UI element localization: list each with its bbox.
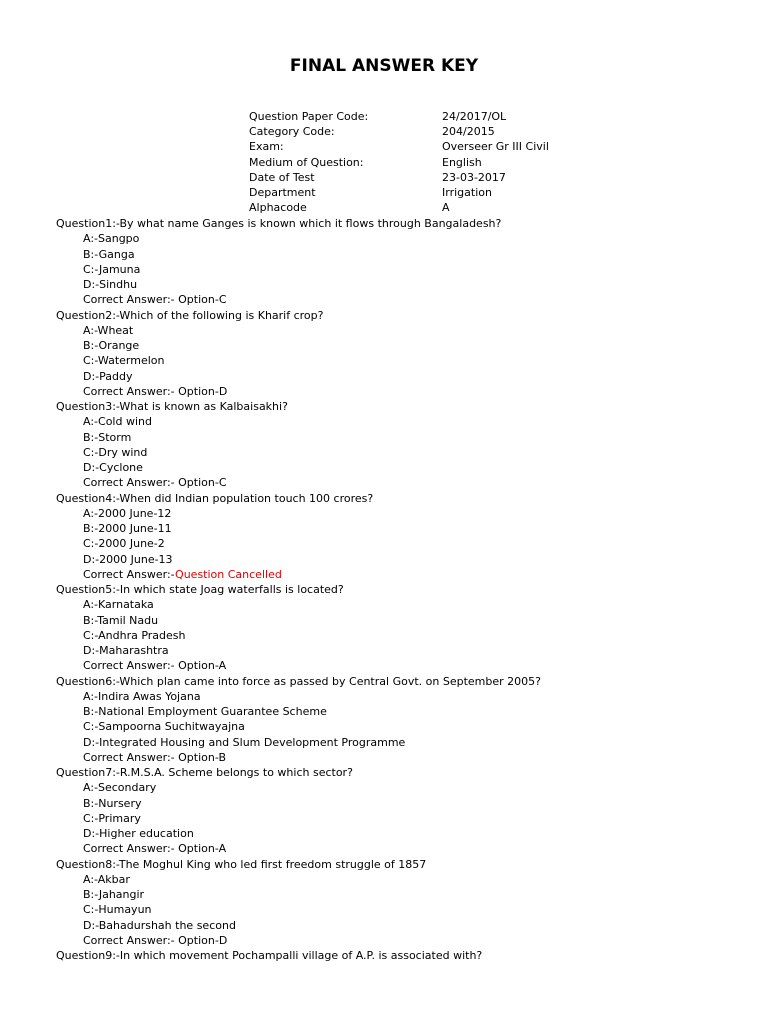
meta-value: A [442,201,450,215]
meta-label: Medium of Question: [249,155,364,169]
option-c: C:-Humayun [83,903,152,917]
option-c: C:-Andhra Pradesh [83,628,186,642]
option-a: A:-Secondary [83,781,157,795]
correct-answer-label: Correct Answer:- [83,659,175,673]
option-d: D:-Paddy [83,369,133,383]
correct-answer-value: Option-D [174,933,228,947]
option-b: B:-Nursery [83,796,142,810]
question-text: Question8:-The Moghul King who led first freedom struggle of 1857 [56,857,427,871]
meta-value: Overseer Gr III Civil [442,140,549,154]
correct-answer [56,567,756,582]
correct-answer [56,841,756,856]
option-a: A:-Wheat [83,323,134,337]
option-c: C:-Watermelon [83,354,165,368]
meta-label: Date of Test [249,170,315,184]
option-c: C:-Primary [83,811,141,825]
option-a: A:-Akbar [83,872,130,886]
meta-value: 23-03-2017 [442,170,506,184]
option-d: D:-2000 June-13 [83,552,173,566]
question-text: Question9:-In which movement Pochampalli village of A.P. is associated with? [56,949,483,962]
option-c: C:-Sampoorna Suchitwayajna [83,720,245,734]
option-d: D:-Integrated Housing and Slum Development Programme [83,735,406,749]
option-b: B:-Jahangir [83,888,145,901]
option-d: D:-Sindhu [83,278,138,291]
question-cancelled-label: Question Cancelled [175,567,282,581]
question-list [56,216,756,963]
correct-answer [56,292,756,307]
page-title: FINAL ANSWER KEY [289,56,479,76]
option-a: A:-Karnataka [83,598,154,612]
correct-answer-label: Correct Answer:- [83,293,175,307]
meta-label: Department [249,185,316,199]
option-a: A:-Indira Awas Yojana [83,689,201,703]
meta-label: Question Paper Code: [249,110,369,123]
correct-answer-label: Correct Answer:- [83,933,175,947]
correct-answer-value: Option-B [174,750,226,764]
question-text: Question5:-In which state Joag waterfalls is located? [56,583,344,596]
meta-value: 204/2015 [442,125,495,139]
question-text: Question6:-Which plan came into force as passed by Central Govt. on September 2005? [56,674,541,688]
correct-answer-value: Option-C [174,293,227,307]
option-d: D:-Maharashtra [83,644,169,657]
correct-answer-value: Option-C [174,476,227,490]
correct-answer [56,750,756,765]
option-b: B:-Ganga [83,247,135,261]
correct-answer-label: Correct Answer:- [83,750,175,764]
option-b: B:-Tamil Nadu [83,613,159,627]
correct-answer-label: Correct Answer:- [83,476,175,490]
meta-label: Alphacode [249,201,307,215]
correct-answer [56,933,756,948]
option-c: C:-2000 June-2 [83,537,165,551]
option-b: B:-Orange [83,339,140,352]
option-d: D:-Higher education [83,827,194,840]
correct-answer [56,658,756,673]
meta-value: English [442,155,482,169]
correct-answer-value: Option-A [174,659,227,673]
correct-answer [56,475,756,490]
question-text: Question4:-When did Indian population touch 100 crores? [56,491,374,505]
option-b: B:-2000 June-11 [83,522,172,535]
correct-answer-value: Option-A [174,842,227,856]
correct-answer-label: Correct Answer:- [83,567,176,581]
meta-label: Category Code: [249,125,335,139]
option-b: B:-National Employment Guarantee Scheme [83,705,327,718]
meta-value: Irrigation [442,185,492,199]
question-text: Question2:-Which of the following is Kharif crop? [56,308,324,322]
meta-label: Exam: [249,140,284,154]
option-c: C:-Dry wind [83,445,148,459]
option-a: A:-Sangpo [83,232,140,246]
correct-answer [56,384,756,399]
question-text: Question7:-R.M.S.A. Scheme belongs to which sector? [56,766,353,779]
option-a: A:-Cold wind [83,415,152,429]
option-a: A:-2000 June-12 [83,506,172,520]
option-c: C:-Jamuna [83,262,141,276]
meta-value: 24/2017/OL [442,110,507,123]
correct-answer-value: Option-D [174,384,228,398]
question-text: Question1:-By what name Ganges is known which it flows through Bangaladesh? [56,217,502,230]
question-text: Question3:-What is known as Kalbaisakhi? [56,400,288,413]
option-b: B:-Storm [83,430,132,444]
correct-answer-label: Correct Answer:- [83,842,175,856]
option-d: D:-Cyclone [83,461,143,474]
option-d: D:-Bahadurshah the second [83,918,236,932]
correct-answer-label: Correct Answer:- [83,384,175,398]
